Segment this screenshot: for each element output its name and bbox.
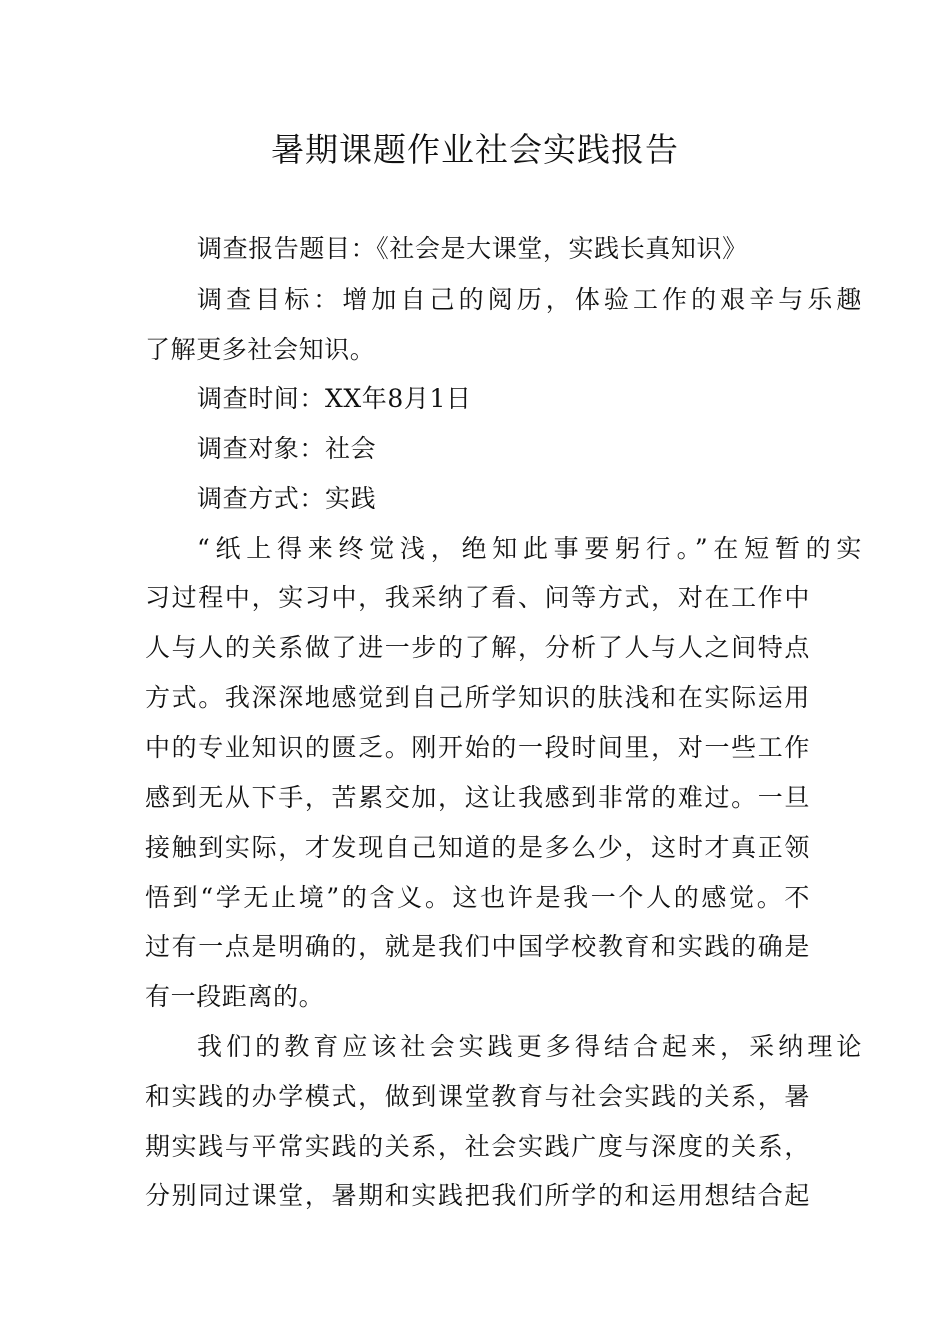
paragraph-line: 悟到“学无止境”的含义。这也许是我一个人的感觉。不 [145,883,810,912]
report-goal-continuation: 了解更多社会知识。 [145,335,376,364]
paragraph-line: 人与人的关系做了进一步的了解，分析了人与人之间特点 [145,633,810,662]
paragraph-line: 习过程中，实习中，我采纳了看、问等方式，对在工作中 [145,583,810,612]
paragraph-line: “纸上得来终觉浅，绝知此事要躬行。”在短暂的实 [197,534,862,563]
paragraph-line: 接触到实际，才发现自己知道的是多么少，这时才真正领 [145,833,810,862]
report-goal-line: 调查目标：增加自己的阅历，体验工作的艰辛与乐趣 [197,285,862,314]
report-time-line: 调查时间：XX年8月1日 [197,384,472,413]
paragraph-line: 和实践的办学模式，做到课堂教育与社会实践的关系，暑 [145,1082,810,1111]
paragraph-line: 分别同过课堂，暑期和实践把我们所学的和运用想结合起 [145,1181,810,1210]
paragraph-line: 方式。我深深地感觉到自己所学知识的肤浅和在实际运用 [145,683,810,712]
report-topic-line: 调查报告题目：《社会是大课堂，实践长真知识》 [197,234,748,263]
paragraph-line: 我们的教育应该社会实践更多得结合起来，采纳理论 [197,1032,862,1061]
document-title: 暑期课题作业社会实践报告 [271,130,679,169]
paragraph-line: 期实践与平常实践的关系，社会实践广度与深度的关系， [145,1132,810,1161]
paragraph-line: 过有一点是明确的，就是我们中国学校教育和实践的确是 [145,932,810,961]
paragraph-line: 有一段距离的。 [145,982,325,1011]
paragraph-line: 中的专业知识的匮乏。刚开始的一段时间里，对一些工作 [145,733,810,762]
report-method-line: 调查方式：实践 [197,484,377,513]
paragraph-line: 感到无从下手，苦累交加，这让我感到非常的难过。一旦 [145,783,810,812]
report-subject-line: 调查对象：社会 [197,434,377,463]
